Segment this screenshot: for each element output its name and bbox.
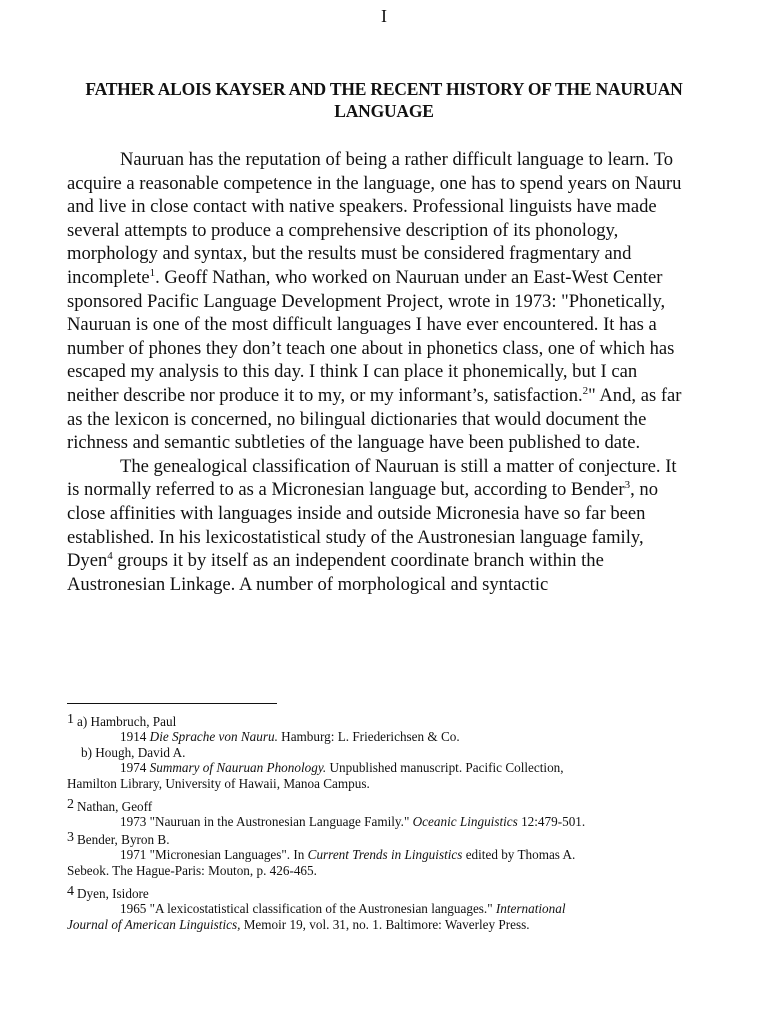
- citation-text: Hamburg: L. Friederichsen & Co.: [277, 729, 460, 745]
- footnote-mark: 4: [67, 884, 74, 900]
- citation-text: 1973 "Nauruan in the Austronesian Language Family.": [120, 814, 413, 830]
- citation-text: Dyen, Isidore: [77, 886, 149, 902]
- footnote-reference[interactable]: 3: [624, 479, 631, 492]
- citation-text: 12:479-501.: [517, 814, 586, 830]
- citation-text: Memoir 19, vol. 31, no. 1. Baltimore: Waverley Press.: [240, 916, 530, 932]
- citation-title: Die Sprache von Nauru.: [149, 729, 278, 745]
- citation-title: Oceanic Linguistics: [412, 814, 518, 830]
- footnote-line: [67, 776, 707, 791]
- citation-text: Sebeok. The Hague-Paris: Mouton, p. 426-465.: [67, 862, 317, 878]
- body-text-run: " And, as far as the lexicon is concerned, no bilingual dictionaries that would document the richness and semantic subtleties of the language have been published to date.: [67, 384, 682, 454]
- footnote-line: [67, 884, 707, 901]
- footnote-line: [67, 901, 707, 916]
- body-text-run: Nauruan has the reputation of being a rather difficult language to learn. To acquire a reasonable competence in the language, one has to spend years on Nauru and live in close contact with native speakers. Professional linguists have made several attempts to produce a comprehensive description of its phonology, morphology and syntax, but the results must be considered fragmentary and incomplete: [67, 149, 682, 288]
- footnote-4: [67, 884, 707, 932]
- citation-text: a) Hambruch, Paul: [77, 714, 177, 729]
- footnote-reference[interactable]: 4: [107, 550, 113, 563]
- citation-text: Unpublished manuscript. Pacific Collection,: [326, 760, 564, 776]
- footnote-reference[interactable]: 2: [582, 384, 589, 397]
- citation-text: 1965 "A lexicostatistical classification of the Austronesian languages.": [120, 901, 496, 917]
- footnote-line: [67, 729, 707, 744]
- footnote-1: [67, 712, 707, 791]
- footnotes: [67, 712, 707, 932]
- page-number: I: [381, 6, 387, 26]
- footnote-line: [67, 863, 707, 878]
- citation-text: 1974: [120, 760, 150, 776]
- footnote-2: [67, 797, 707, 830]
- body-text: [67, 148, 687, 596]
- footnote-mark: 1: [67, 712, 74, 727]
- citation-title: Journal of American Linguistics,: [67, 916, 241, 932]
- body-text-run: . Geoff Nathan, who worked on Nauruan under an East-West Center sponsored Pacific Language Development Project, wrote in 1973: "Phonetically, Nauruan is one of the most difficult languages I have ever encountered. It has a number of phones they don’t teach one about in phonetics class, one of which has escaped my analysis to this day. I think I can place it phonemically, but I can neither describe nor produce it to my, or my informant’s, satisfaction.: [67, 266, 675, 406]
- footnote-separator: [67, 703, 277, 704]
- footnote-mark: 3: [67, 829, 74, 845]
- footnote-line: [67, 712, 707, 729]
- body-paragraph: [67, 455, 687, 597]
- citation-text: Hamilton Library, University of Hawaii, Manoa Campus.: [67, 775, 370, 791]
- footnote-line: [67, 814, 707, 829]
- body-text-run: The genealogical classification of Nauruan is still a matter of conjecture. It is normally referred to as a Micronesian language but, according to Bender: [67, 455, 677, 501]
- citation-title: Current Trends in Linguistics: [307, 847, 463, 863]
- footnote-line: [67, 830, 707, 847]
- citation-text: 1971 "Micronesian Languages". In: [120, 847, 308, 863]
- citation-text: Bender, Byron B.: [77, 831, 170, 847]
- footnote-line: [67, 847, 707, 862]
- citation-text: 1914: [120, 729, 150, 745]
- citation-title: International: [495, 901, 566, 917]
- body-paragraph: [67, 148, 687, 455]
- footnote-mark: 2: [67, 797, 74, 813]
- citation-text: edited by Thomas A.: [462, 847, 576, 863]
- footnote-line: [67, 745, 707, 760]
- body-text-run: groups it by itself as an independent coordinate branch within the Austronesian Linkage. A number of morphological and syntactic: [67, 550, 604, 595]
- citation-text: b) Hough, David A.: [81, 744, 186, 760]
- citation-title: Summary of Nauruan Phonology.: [149, 760, 327, 776]
- citation-text: Nathan, Geoff: [77, 799, 153, 815]
- footnote-line: [67, 760, 707, 775]
- body-text-run: , no close affinities with languages inside and outside Micronesia have so far been established. In his lexicostatistical study of the Austronesian language family, Dyen: [67, 479, 659, 572]
- footnote-reference[interactable]: 1: [149, 266, 156, 279]
- footnote-line: [67, 797, 707, 814]
- footnote-3: [67, 830, 707, 878]
- footnote-line: [67, 917, 707, 932]
- article-title: FATHER ALOIS KAYSER AND THE RECENT HISTORY OF THE NAURUAN LANGUAGE: [85, 79, 683, 121]
